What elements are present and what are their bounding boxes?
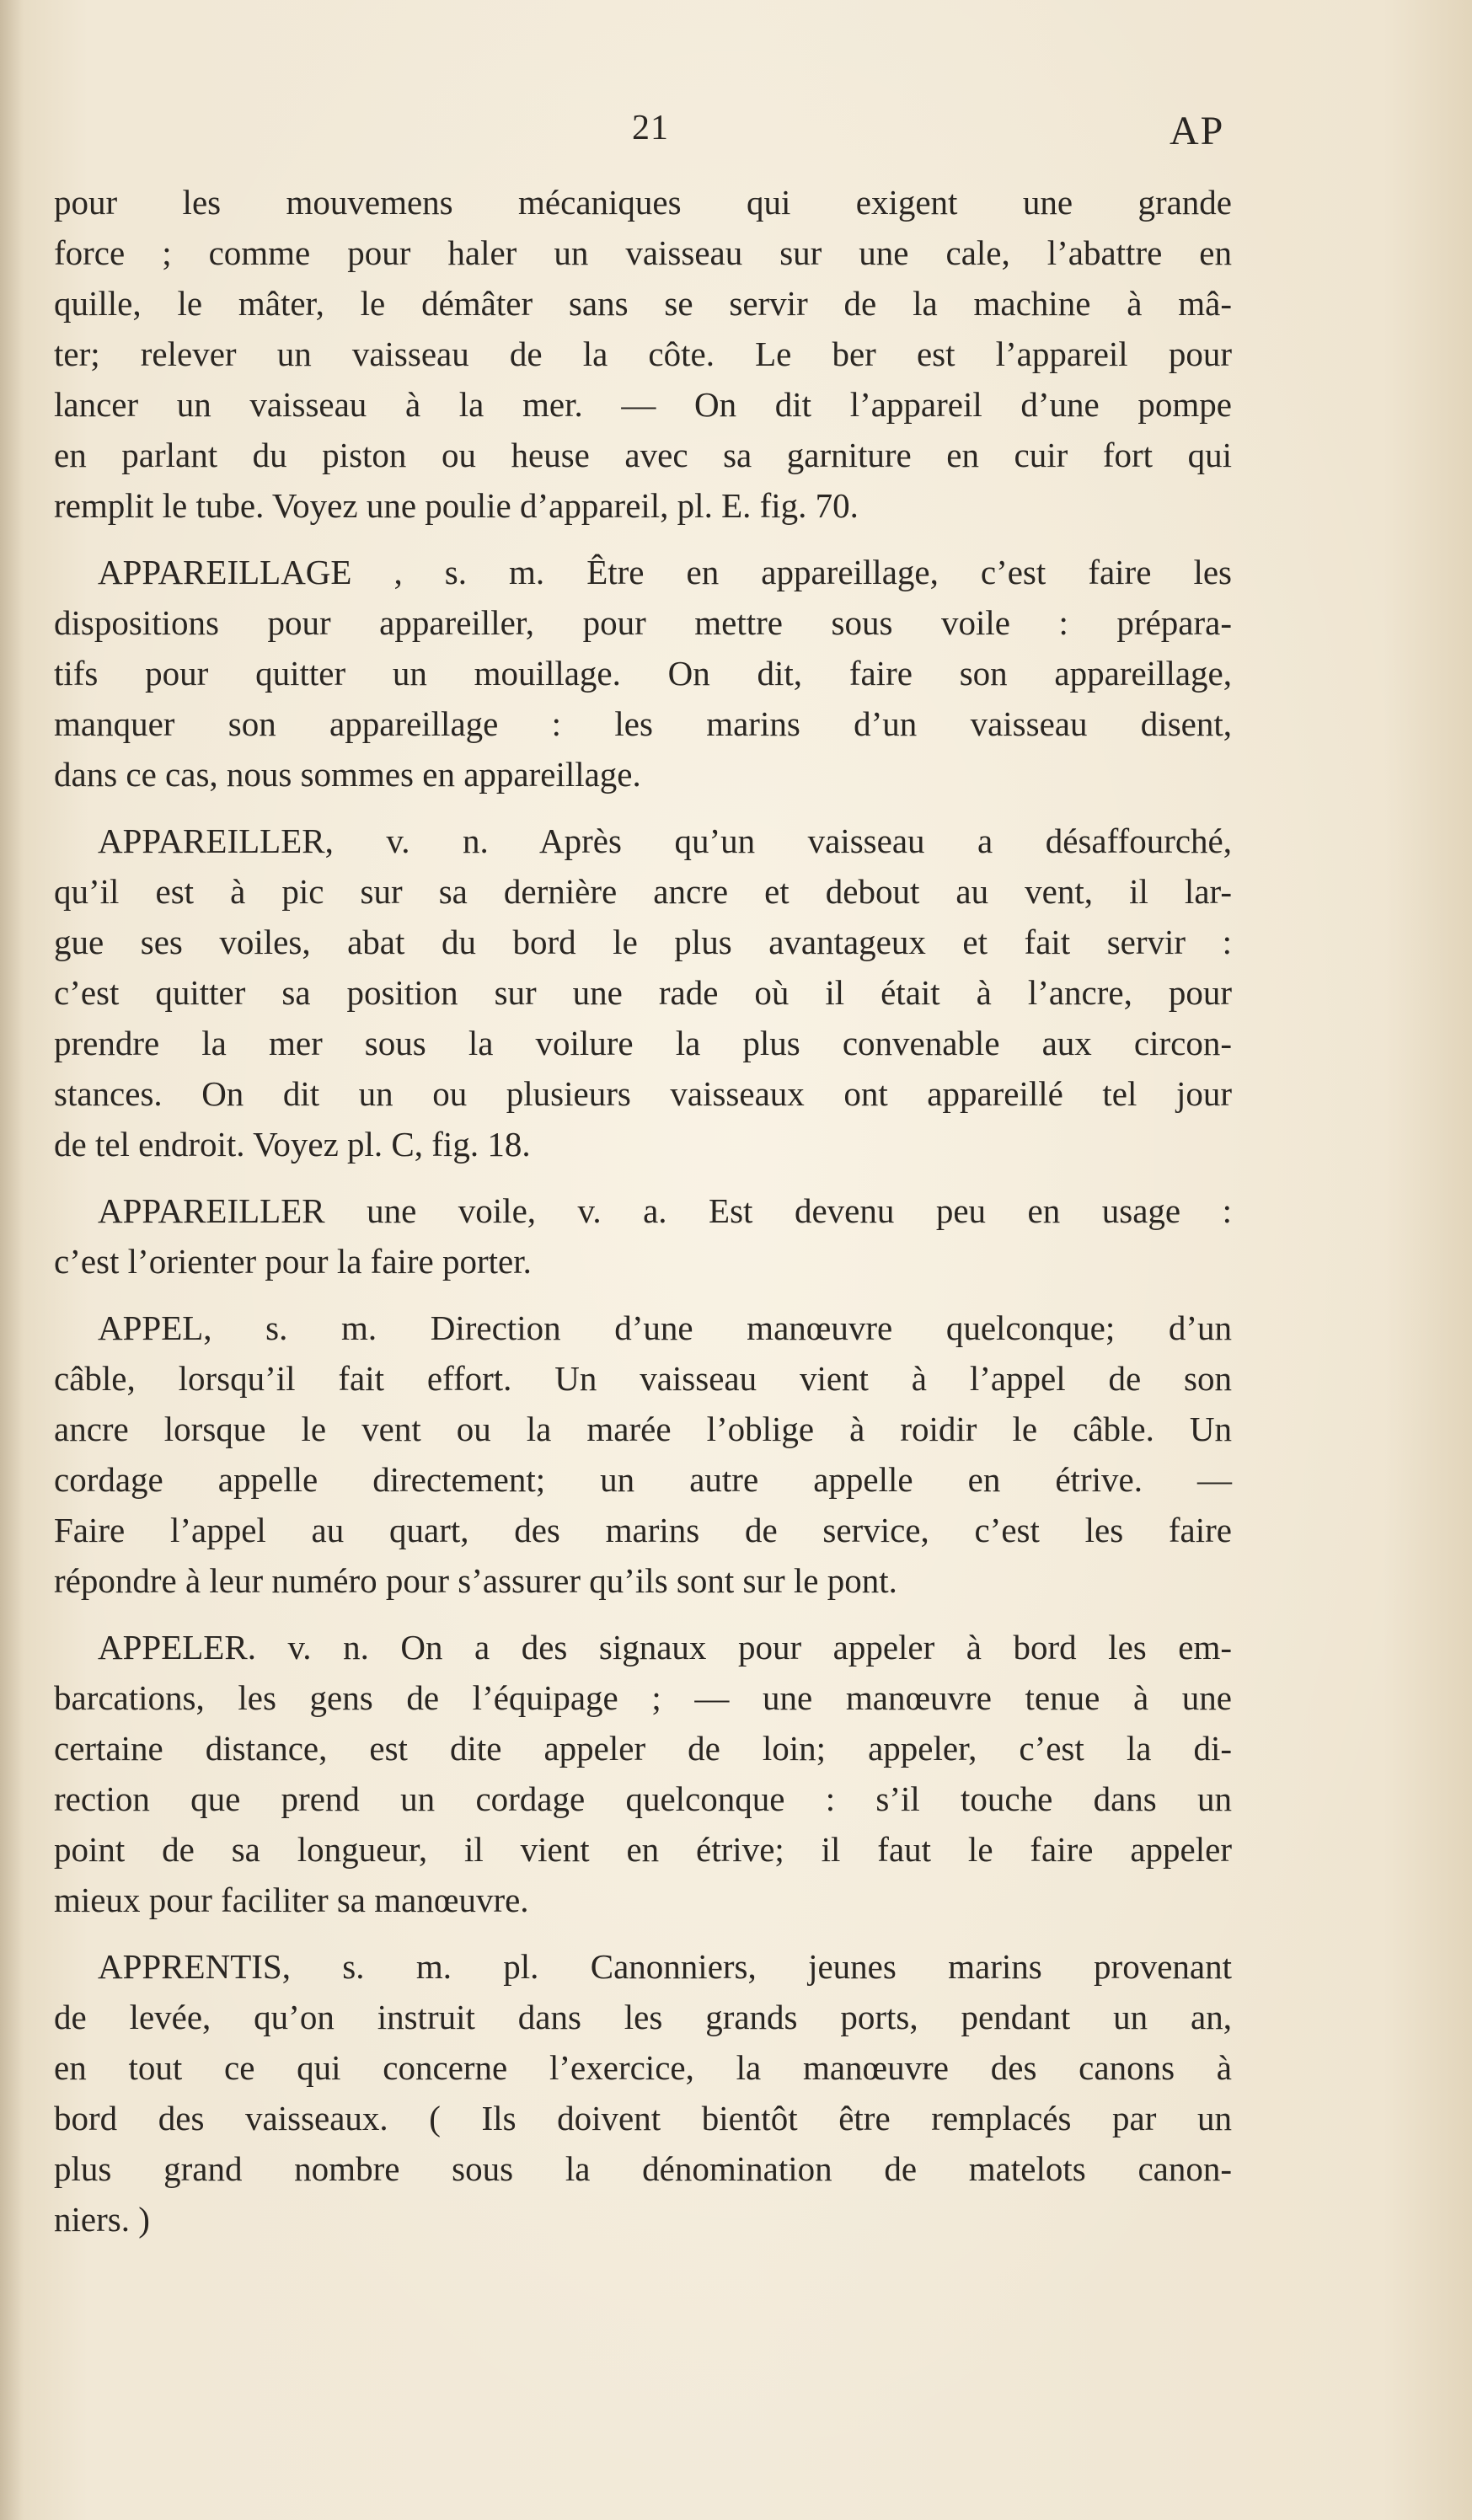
entry-appeler [54,1622,1232,1925]
text-line: câble, lorsqu’il fait effort. Un vaisseau vient à l’appel de son [54,1359,1232,1398]
entry-appareiller-voile [54,1185,1232,1287]
text-line: c’est l’orienter pour la faire porter. [54,1242,532,1281]
text-line: niers. ) [54,2200,150,2239]
entry-appareillage [54,547,1232,800]
text-line: plus grand nombre sous la dénomination de matelots canon- [54,2149,1232,2188]
text-line: bord des vaisseaux. ( Ils doivent bientôt être remplacés par un [54,2099,1232,2137]
text-line: cordage appelle directement; un autre appelle en étrive. — [54,1460,1232,1499]
text-line: en parlant du piston ou heuse avec sa garniture en cuir fort qui [54,436,1232,474]
text-line: tifs pour quitter un mouillage. On dit, faire son appareillage, [54,654,1232,693]
text-line: barcations, les gens de l’équipage ; — une manœuvre tenue à une [54,1678,1232,1717]
text-line: mieux pour faciliter sa manœuvre. [54,1881,529,1919]
text-line: quille, le mâter, le démâter sans se servir de la machine à mâ- [54,284,1232,323]
text-line: manquer son appareillage : les marins d’un vaisseau disent, [54,704,1232,743]
text-line: de levée, qu’on instruit dans les grands ports, pendant un an, [54,1998,1232,2036]
text-line: ancre lorsque le vent ou la marée l’oblige à roidir le câble. Un [54,1410,1232,1448]
text-line: c’est quitter sa position sur une rade où il était à l’ancre, pour [54,973,1232,1012]
text-line: de tel endroit. Voyez pl. C, fig. 18. [54,1125,531,1164]
text-line: APPELER. v. n. On a des signaux pour appeler à bord les em- [98,1628,1232,1667]
paragraph-continuation [54,177,1232,531]
entry-apprentis [54,1941,1232,2244]
text-line: APPEL, s. m. Direction d’une manœuvre quelconque; d’un [98,1308,1232,1347]
text-line: ter; relever un vaisseau de la côte. Le ber est l’appareil pour [54,334,1232,373]
text-line: pour les mouvemens mécaniques qui exigent une grande [54,183,1232,222]
text-line: remplit le tube. Voyez une poulie d’appareil, pl. E. fig. 70. [54,486,859,525]
text-line: point de sa longueur, il vient en étrive; il faut le faire appeler [54,1830,1232,1869]
text-line: gue ses voiles, abat du bord le plus avantageux et fait servir : [54,923,1232,961]
running-header [0,108,1472,158]
text-line: APPAREILLER une voile, v. a. Est devenu peu en usage : [98,1191,1232,1230]
text-line: prendre la mer sous la voilure la plus convenable aux circon- [54,1024,1232,1062]
text-line: APPAREILLAGE , s. m. Être en appareillage, c’est faire les [98,553,1232,591]
text-line: certaine distance, est dite appeler de loin; appeler, c’est la di- [54,1729,1232,1768]
guide-word: AP [1170,109,1225,153]
gutter-shadow [0,0,24,2520]
text-line: APPRENTIS, s. m. pl. Canonniers, jeunes marins provenant [98,1947,1232,1986]
page-number: 21 [632,109,669,147]
text-line: Faire l’appel au quart, des marins de service, c’est les faire [54,1511,1232,1549]
text-line: lancer un vaisseau à la mer. — On dit l’appareil d’une pompe [54,385,1232,424]
text-line: stances. On dit un ou plusieurs vaisseaux ont appareillé tel jour [54,1074,1232,1113]
text-line: dispositions pour appareiller, pour mettre sous voile : prépara- [54,603,1232,642]
text-line: dans ce cas, nous sommes en appareillage. [54,755,641,794]
text-line: en tout ce qui concerne l’exercice, la manœuvre des canons à [54,2048,1232,2087]
entry-appel [54,1303,1232,1606]
text-line: APPAREILLER, v. n. Après qu’un vaisseau a désaffourché, [98,821,1232,860]
text-line: force ; comme pour haler un vaisseau sur une cale, l’abattre en [54,233,1232,272]
text-line: rection que prend un cordage quelconque : s’il touche dans un [54,1779,1232,1818]
text-line: répondre à leur numéro pour s’assurer qu’ils sont sur le pont. [54,1561,897,1600]
text-line: qu’il est à pic sur sa dernière ancre et debout au vent, il lar- [54,872,1232,911]
entry-appareiller [54,816,1232,1169]
body-text [54,177,1232,2244]
